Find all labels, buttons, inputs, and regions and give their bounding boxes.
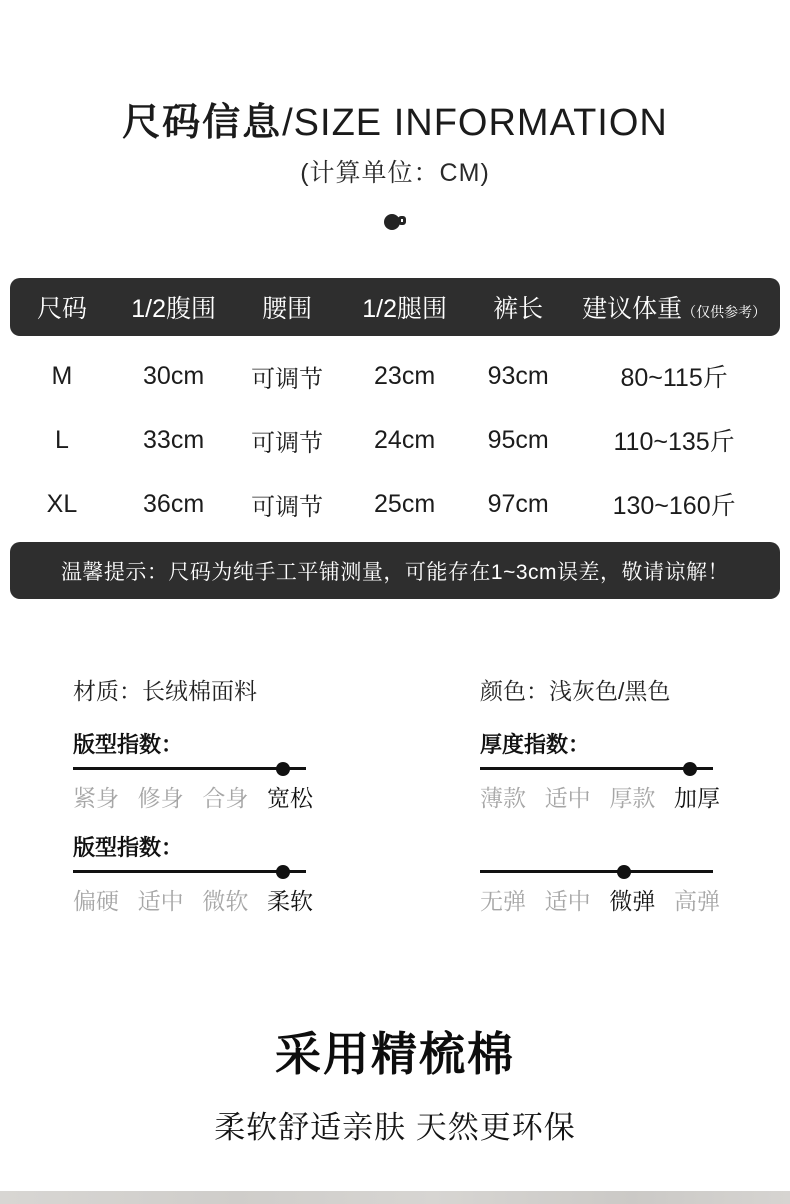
color-attribute <box>405 673 790 706</box>
table-cell: 25cm <box>374 489 436 518</box>
index-label-active: 柔软 <box>266 888 313 914</box>
index-label-active: 宽松 <box>266 785 313 811</box>
page-title <box>0 100 790 146</box>
elasticity-index-block <box>405 833 790 916</box>
material-label: 材质： <box>73 678 142 704</box>
col-header-weight <box>568 289 780 325</box>
fit-index-block <box>0 730 405 813</box>
fit-index-title: 版型指数： <box>73 732 184 757</box>
table-cell: 23cm <box>374 361 436 390</box>
feature-subtitle: 柔软舒适亲肤 天然更环保 <box>214 1110 576 1145</box>
size-table-body <box>10 344 780 536</box>
index-sliders <box>0 730 790 916</box>
elasticity-index-labels <box>480 883 720 916</box>
material-attribute <box>0 673 405 706</box>
material-value: 长绒棉面料 <box>142 678 257 704</box>
col-header-weight-main: 建议体重 <box>582 295 683 323</box>
fit-index-labels <box>73 780 313 813</box>
table-cell: 110~135斤 <box>613 428 735 456</box>
index-label: 适中 <box>544 888 591 914</box>
table-cell: 可调节 <box>251 365 324 393</box>
elasticity-index-slider <box>480 870 713 873</box>
slider-dot <box>276 865 290 879</box>
index-label: 厚款 <box>609 785 656 811</box>
unit-subtitle: (计算单位：CM) <box>300 159 490 187</box>
table-cell: 30cm <box>143 361 205 390</box>
index-label-active: 加厚 <box>673 785 720 811</box>
table-row-xl <box>10 472 780 536</box>
table-cell: 36cm <box>143 489 205 518</box>
slider-dot <box>683 762 697 776</box>
table-cell: 80~115斤 <box>620 364 728 392</box>
table-cell: 130~160斤 <box>612 492 736 520</box>
thickness-index-labels <box>480 780 720 813</box>
fit-index-slider <box>73 767 306 770</box>
page-title-cn: 尺码信息 <box>122 102 283 144</box>
slider-dot <box>617 865 631 879</box>
col-header-half-leg: 1/2腿围 <box>362 295 447 323</box>
softness-index-labels <box>73 883 313 916</box>
size-table <box>10 278 780 599</box>
feature-title: 采用精梳棉 <box>275 1028 515 1080</box>
table-cell: 可调节 <box>251 493 324 521</box>
index-label: 修身 <box>137 785 184 811</box>
col-header-weight-note: （仅供参考） <box>682 304 767 320</box>
next-photo-strip <box>0 1191 790 1204</box>
col-header-half-belly: 1/2腹围 <box>131 295 216 323</box>
index-label: 合身 <box>202 785 249 811</box>
index-label-active: 微弹 <box>609 888 656 914</box>
thickness-index-title: 厚度指数： <box>480 732 591 757</box>
index-label: 微软 <box>202 888 249 914</box>
color-value: 浅灰色/黑色 <box>549 678 671 704</box>
measurement-note-banner: 温馨提示：尺码为纯手工平铺测量，可能存在1~3cm误差，敬请谅解！ <box>10 542 780 599</box>
table-cell: 93cm <box>487 361 549 390</box>
index-label: 适中 <box>544 785 591 811</box>
table-cell: 97cm <box>487 489 549 518</box>
table-cell: 33cm <box>143 425 205 454</box>
slider-dot <box>276 762 290 776</box>
table-cell: M <box>51 361 73 390</box>
index-label: 高弹 <box>673 888 720 914</box>
index-label: 无弹 <box>480 888 526 914</box>
col-header-pants-length: 裤长 <box>493 295 544 323</box>
softness-index-block <box>0 833 405 916</box>
elasticity-index-title <box>480 833 790 867</box>
feature-section <box>0 1028 790 1146</box>
table-cell: 95cm <box>487 425 549 454</box>
bead-square-icon <box>398 216 406 225</box>
softness-index-title: 版型指数： <box>73 835 184 860</box>
bead-divider-icon <box>0 212 790 232</box>
index-label: 适中 <box>137 888 184 914</box>
softness-index-slider <box>73 870 306 873</box>
table-row-m <box>10 344 780 408</box>
table-cell: L <box>55 425 69 454</box>
table-cell: 24cm <box>374 425 436 454</box>
index-label: 偏硬 <box>73 888 119 914</box>
color-label: 颜色： <box>480 678 549 704</box>
size-table-header-row <box>10 278 780 336</box>
thickness-index-block <box>405 730 790 813</box>
col-header-waist: 腰围 <box>262 295 313 323</box>
index-label: 紧身 <box>73 785 119 811</box>
index-label: 薄款 <box>480 785 526 811</box>
size-info-header <box>0 0 790 232</box>
table-cell: 可调节 <box>251 429 324 457</box>
page-title-en: /SIZE INFORMATION <box>282 102 668 144</box>
thickness-index-slider <box>480 767 713 770</box>
product-attributes <box>0 673 790 706</box>
col-header-size: 尺码 <box>36 295 87 323</box>
table-cell: XL <box>46 489 78 518</box>
table-row-l <box>10 408 780 472</box>
